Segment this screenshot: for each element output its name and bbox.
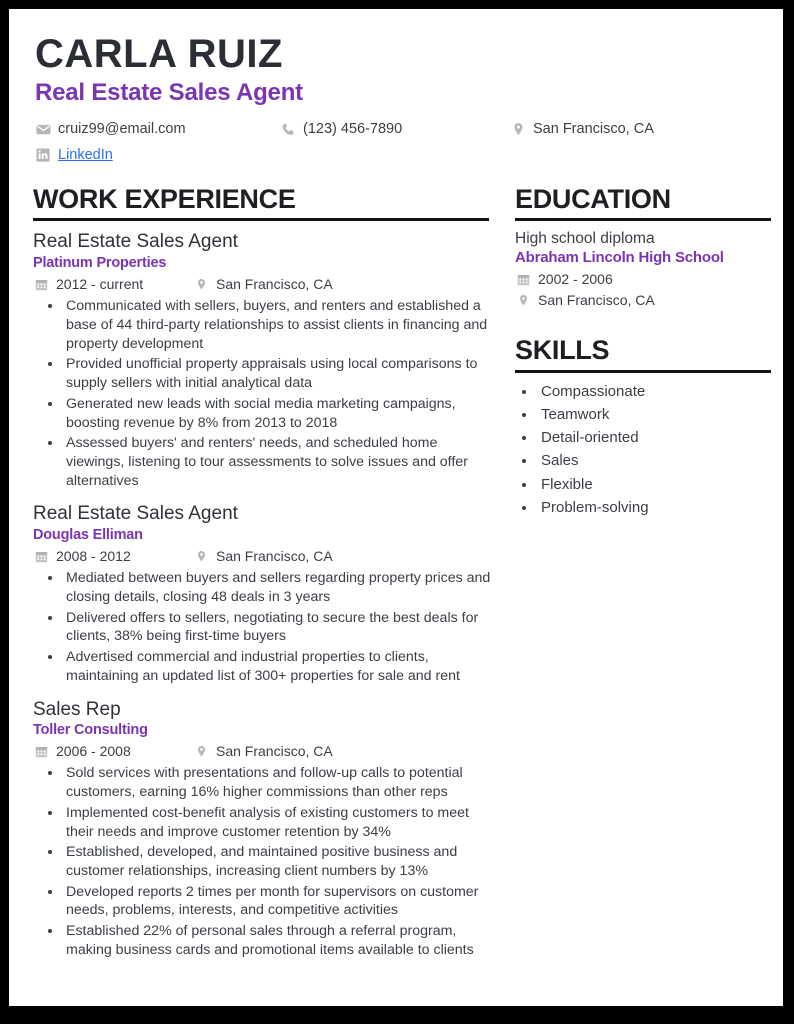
education-divider: [515, 218, 771, 221]
job-company: Platinum Properties: [33, 255, 167, 272]
skills-divider: [515, 370, 771, 373]
calendar-icon: [33, 548, 49, 564]
job-bullet-list: [33, 764, 491, 959]
job-bullet: • Established, developed, and maintained positive business and customer relationships, increasing client numbers by 13%: [63, 843, 491, 880]
job-bullet: • Provided unofficial property appraisals using local comparisons to supply sellers with initial analytical data: [63, 355, 491, 392]
education-dates: [515, 269, 783, 289]
right-column: [515, 185, 783, 972]
resume-header: [33, 33, 759, 167]
contact-row-secondary: [35, 143, 759, 167]
job-bullet-list: [33, 297, 491, 490]
job-dates-text: 2006 - 2008: [56, 743, 131, 760]
map-pin-icon: [193, 743, 209, 759]
linkedin-icon: [35, 147, 51, 163]
map-pin-icon: [193, 276, 209, 292]
education-location-text: San Francisco, CA: [538, 292, 655, 309]
map-pin-icon: [510, 121, 526, 137]
candidate-name: CARLA RUIZ: [35, 32, 283, 76]
skill-item: • Teamwork: [537, 405, 783, 425]
job-dates: [33, 276, 193, 292]
skill-item: • Flexible: [537, 475, 783, 495]
job-bullet: • Sold services with presentations and follow-up calls to potential customers, earning 16% higher commissions than other reps: [63, 764, 491, 801]
job-meta: [33, 274, 491, 294]
job-location-text: San Francisco, CA: [216, 276, 333, 293]
job-bullet: • Assessed buyers' and renters' needs, and scheduled home viewings, listening to tour assessments to solve issues and offer alternatives: [63, 434, 491, 490]
calendar-icon: [515, 271, 531, 287]
education-degree: High school diploma: [515, 230, 655, 248]
job-bullet: • Implemented cost-benefit analysis of existing customers to meet their needs and improve customer retention by 34%: [63, 804, 491, 841]
map-pin-icon: [515, 292, 531, 308]
job-bullet: • Advertised commercial and industrial properties to clients, maintaining an updated list of 300+ properties for sale and rent: [63, 648, 491, 685]
job-bullet: • Developed reports 2 times per month for supervisors on customer needs, problems, interests, and competitive activities: [63, 883, 491, 920]
job-location-text: San Francisco, CA: [216, 548, 333, 565]
job-dates: [33, 548, 193, 564]
contact-linkedin[interactable]: [35, 147, 113, 163]
linkedin-link[interactable]: LinkedIn: [58, 147, 113, 163]
column-gap: [491, 185, 515, 972]
work-experience-divider: [33, 218, 489, 221]
resume-page: [9, 9, 783, 1006]
job-location: [193, 548, 333, 564]
contact-email-text: cruiz99@email.com: [58, 121, 186, 137]
job-dates: [33, 743, 193, 759]
contact-location-text: San Francisco, CA: [533, 121, 654, 137]
calendar-icon: [33, 276, 49, 292]
job-company: Douglas Elliman: [33, 527, 143, 544]
left-column: [33, 185, 491, 972]
work-experience-heading: WORK EXPERIENCE: [33, 184, 296, 214]
job-title: Real Estate Sales Agent: [33, 503, 238, 525]
job-meta: [33, 741, 491, 761]
map-pin-icon: [193, 548, 209, 564]
job-bullet: • Established 22% of personal sales through a referral program, making business cards and promotional items available to clients: [63, 922, 491, 959]
skill-item: • Compassionate: [537, 382, 783, 402]
contact-row-primary: [35, 117, 759, 141]
job-location-text: San Francisco, CA: [216, 743, 333, 760]
envelope-icon: [35, 121, 51, 137]
contact-phone[interactable]: [280, 121, 510, 137]
skills-heading: SKILLS: [515, 335, 610, 366]
job-dates-text: 2008 - 2012: [56, 548, 131, 565]
education-entry: [515, 230, 783, 310]
job-bullet: • Generated new leads with social media marketing campaigns, boosting revenue by 8% from 2013 to 2018: [63, 395, 491, 432]
education-heading: EDUCATION: [515, 184, 671, 214]
contact-location: [510, 121, 654, 137]
job-company: Toller Consulting: [33, 722, 148, 739]
job-location: [193, 276, 333, 292]
skill-item: • Detail-oriented: [537, 428, 783, 448]
job-dates-text: 2012 - current: [56, 276, 144, 293]
job-bullet-list: [33, 569, 491, 685]
job-bullet: • Mediated between buyers and sellers regarding property prices and closing details, closing 48 deals in 3 years: [63, 569, 491, 606]
job-title: Sales Rep: [33, 698, 121, 720]
job-bullet: • Delivered offers to sellers, negotiating to secure the best deals for clients, 38% being first-time buyers: [63, 609, 491, 646]
contact-phone-text: (123) 456-7890: [303, 121, 403, 137]
candidate-job-title: Real Estate Sales Agent: [35, 79, 303, 106]
skill-item: • Sales: [537, 451, 783, 471]
phone-icon: [280, 121, 296, 137]
job-meta: [33, 546, 491, 566]
resume-body: [33, 185, 759, 972]
calendar-icon: [33, 743, 49, 759]
education-school: Abraham Lincoln High School: [515, 249, 724, 267]
contact-email[interactable]: [35, 121, 280, 137]
education-location: [515, 290, 783, 310]
job-location: [193, 743, 333, 759]
job-title: Real Estate Sales Agent: [33, 231, 238, 253]
job-bullet: • Communicated with sellers, buyers, and renters and established a base of 44 third-party relationships to assist clients in financing and property development: [63, 297, 491, 353]
education-dates-text: 2002 - 2006: [538, 271, 613, 288]
work-experience-entry: [33, 230, 491, 490]
work-experience-entry: [33, 698, 491, 960]
skills-list: [515, 382, 783, 519]
skill-item: • Problem-solving: [537, 498, 783, 518]
work-experience-entry: [33, 502, 491, 685]
